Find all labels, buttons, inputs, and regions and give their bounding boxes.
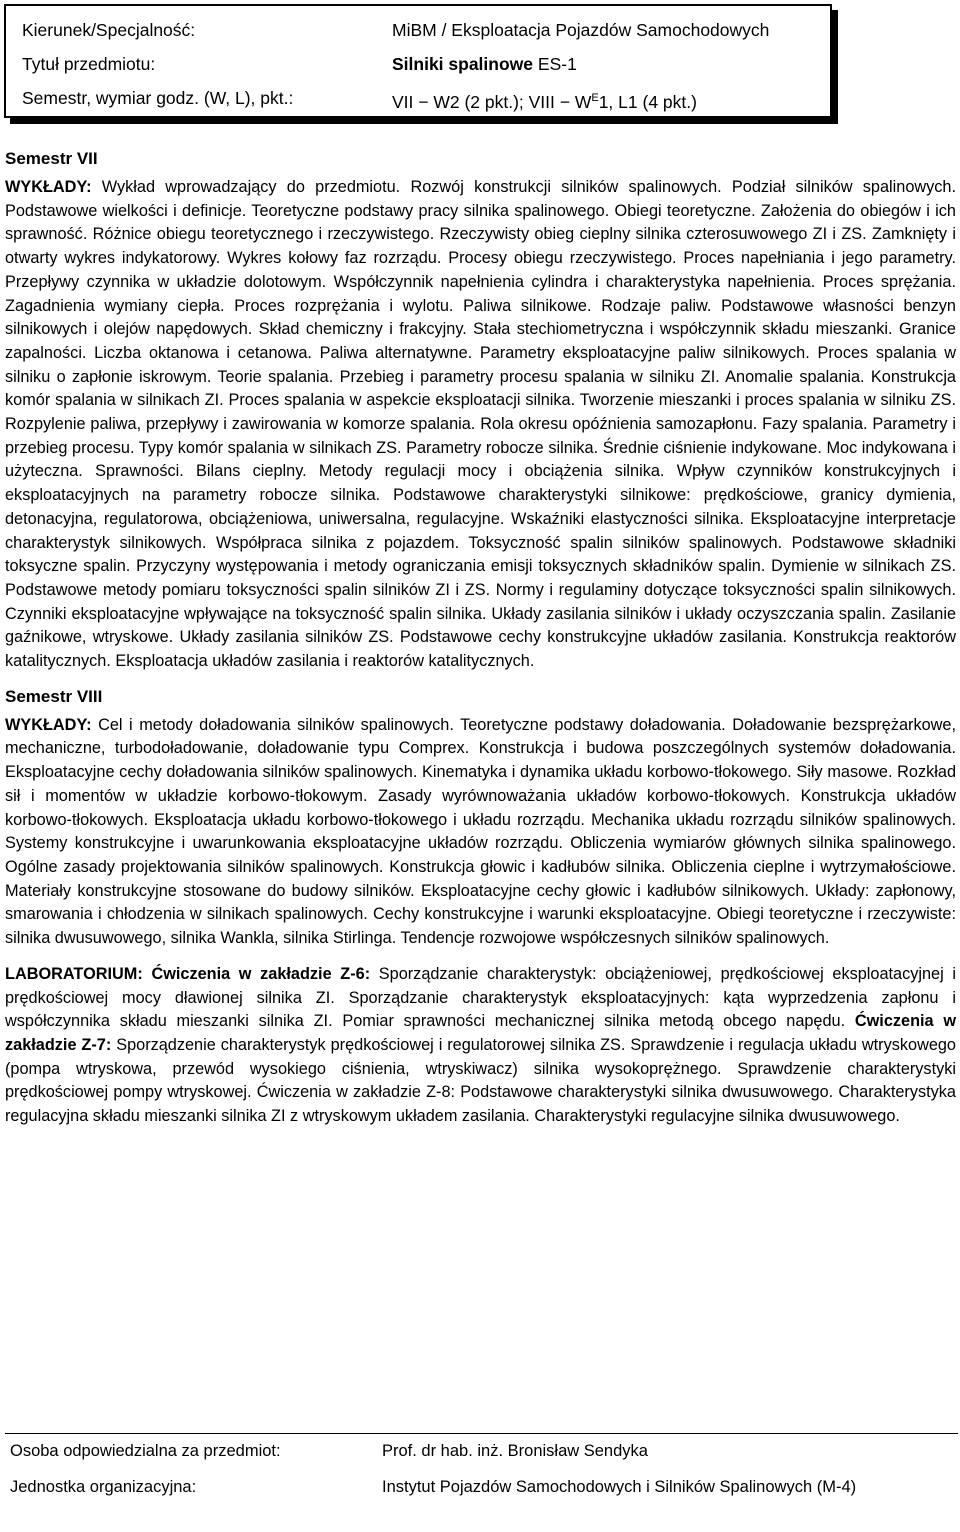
- semester7-heading: Semestr VII: [5, 149, 98, 168]
- semester7-lecture-label: WYKŁADY:: [5, 178, 92, 196]
- semester-value-part1: VII − W2 (2 pkt.); VIII − W: [392, 92, 592, 112]
- syllabus-content: [5, 148, 956, 1141]
- title-label: Tytuł przedmiotu:: [22, 54, 156, 74]
- semester8-lecture-text: Cel i metody doładowania silników spalinowych. Teoretyczne podstawy doładowania. Doładowanie bezsprężarkowe, mechaniczne, turbodoładowanie, doładowanie typu Comprex. Konstrukcja i budowa poszczególnych systemów doładowania. Eksploatacyjne cechy doładowania silników spalinowych. Kinematyka i dynamika układu korbowo-tłokowego. Siły masowe. Rozkład sił i momentów w układzie korbowo-tłokowym. Zasady wyrównoważania układów korbowo-tłokowych. Konstrukcja układów korbowo-tłokowych. Eksploatacja układu korbowo-tłokowego i układu rozrządu. Mechanika układu rozrządu silników spalinowych. Systemy konstrukcyjne i uwarunkowania eksploatacyjne układów rozrządu. Obliczenia wymiarów głównych silnika spalinowego. Ogólne zasady projektowania silników spalinowych. Konstrukcja głowic i kadłubów silnika. Obliczenia cieplne i wytrzymałościowe. Materiały konstrukcyjne stosowane do budowy silników. Eksploatacyjne cechy głowic i kadłubów silnikowych. Układy: zapłonowy, smarowania i chłodzenia w silnikach spalinowych. Cechy konstrukcyjne i warunki eksploatacyjne. Obiegi teoretyczne i rzeczywiste: silnika dwusuwowego, silnika Wankla, silnika Stirlinga. Tendencje rozwojowe współczesnych silników spalinowych.: [5, 715, 956, 948]
- semester-value-sup: E: [591, 92, 599, 104]
- semester8-heading: Semestr VIII: [5, 686, 103, 706]
- footer-row-unit: [10, 1476, 950, 1512]
- header-row-title: [22, 52, 820, 76]
- unit-label: Jednostka organizacyjna:: [10, 1478, 197, 1496]
- course-header-box: [4, 4, 832, 118]
- lab-z7-label: Ćwiczenia w zakładzie Z-7:: [5, 1012, 956, 1054]
- responsible-value: Prof. dr hab. inż. Bronisław Sendyka: [382, 1442, 648, 1460]
- semester-value-part2: 1, L1 (4 pkt.): [598, 92, 697, 112]
- field-value: MiBM / Eksploatacja Pojazdów Samochodowych: [392, 20, 770, 40]
- title-value-name: Silniki spalinowe: [392, 54, 534, 74]
- lab-z6-text: Sporządzanie charakterystyk: obciążeniowej, prędkościowej eksploatacyjnej i prędkościowej mocy dławionej silnika ZI. Sporządzanie charakterystyk eksploatacyjnych: kąta wyprzedzenia zapłonu i współczynnika składu mieszanki silnika ZI. Pomiar sprawności mechanicznej silnika metodą obcego napędu.: [5, 964, 956, 1031]
- responsible-label: Osoba odpowiedzialna za przedmiot:: [10, 1442, 281, 1460]
- lab-label: LABORATORIUM:: [5, 964, 143, 983]
- lab-z6-label: Ćwiczenia w zakładzie Z-6:: [151, 964, 371, 983]
- unit-value: Instytut Pojazdów Samochodowych i Silników Spalinowych (M-4): [382, 1478, 857, 1496]
- footer-row-responsible: [10, 1440, 950, 1476]
- semester7-lecture-text: Wykład wprowadzający do przedmiotu. Rozwój konstrukcji silników spalinowych. Podział silników spalinowych. Podstawowe wielkości i definicje. Teoretyczne podstawy pracy silnika spalinowego. Obiegi teoretyczne. Założenia do obiegów i ich sprawność. Różnice obiegu teoretycznego i rzeczywistego. Rzeczywisty obieg cieplny silnika czterosuwowego ZI i ZS. Zamknięty i otwarty wykres indykatorowy. Wykres kołowy faz rozrządu. Procesy obiegu rzeczywistego. Proces napełniania i jego parametry. Przepływy czynnika w układzie dolotowym. Współczynnik napełnienia cylindra i charakterystyka napełnienia. Proces sprężania. Zagadnienia wymiany ciepła. Proces rozprężania i wylotu. Paliwa silnikowe. Rodzaje paliw. Podstawowe własności benzyn silnikowych i olejów napędowych. Skład chemiczny i frakcyjny. Stała stechiometryczna i współczynnik składu mieszanki. Granice zapalności. Liczba oktanowa i cetanowa. Paliwa alternatywne. Parametry eksploatacyjne paliw silnikowych. Proces spalania w silniku o zapłonie iskrowym. Teorie spalania. Przebieg i parametry procesu spalania w silniku ZI. Anomalie spalania. Konstrukcja komór spalania w silnikach ZI. Proces spalania w aspekcie eksploatacji silnika. Tworzenie mieszanki i proces spalania w silniku ZS. Rozpylenie paliwa, przepływy i zawirowania w komorze spalania. Rola okresu opóźnienia samozapłonu. Fazy spalania. Parametry i przebieg procesu. Typy komór spalania w silnikach ZS. Parametry robocze silnika. Średnie ciśnienie indykowane. Moc indykowana i użyteczna. Sprawności. Bilans cieplny. Metody regulacji mocy i obciążenia silnika. Wpływ czynników konstrukcyjnych i eksploatacyjnych na parametry robocze silnika. Podstawowe charakterystyki silnikowe: prędkościowe, granicy dymienia, detonacyjna, regulatorowa, obciążeniowa, uniwersalna, regulacyjne. Wskaźniki elastyczności silnika. Eksploatacyjne interpretacje charakterystyk silnikowych. Współpraca silnika z pojazdem. Toksyczność spalin silników spalinowych. Podstawowe składniki toksyczne spalin. Przyczyny występowania i metody ograniczania emisji toksycznych składników spalin. Dymienie w silnikach ZS. Podstawowe metody pomiaru toksyczności spalin silników ZI i ZS. Normy i regulaminy dotyczące toksyczności spalin silnikowych. Czynniki eksploatacyjne wpływające na toksyczność spalin silnika. Układy zasilania silników i układy oczyszczania spalin. Zasilanie gaźnikowe, wtryskowe. Układy zasilania silników ZS. Podstawowe cechy konstrukcyjne układów zasilania. Konstrukcja reaktorów katalitycznych. Eksploatacja układów zasilania i reaktorów katalitycznych.: [5, 178, 956, 671]
- semester-value: [392, 86, 697, 114]
- semester8-laboratory: [5, 963, 956, 1129]
- lab-z7-text: Sporządzenie charakterystyk prędkościowej i regulatorowej silnika ZS. Sprawdzenie i regulacja układu wtryskowego (pompa wtryskowa, przewód wysokiego ciśnienia, wtryskiwacz) silnika wysokoprężnego. Sprawdzenie charakterystyki prędkościowej pompy wtryskowej. Ćwiczenia w zakładzie Z-8: Podstawowe charakterystyki silnika dwusuwowego. Charakterystyka regulacyjna składu mieszanki silnika ZI z wtryskowym układem zasilania. Charakterystyki regulacyjne silnika dwusuwowego.: [5, 1035, 956, 1126]
- semester7-lectures: [5, 176, 956, 674]
- semester8-lectures: [5, 714, 956, 951]
- semester8-lecture-label: WYKŁADY:: [5, 715, 92, 734]
- footer: [10, 1440, 950, 1512]
- header-row-field: [22, 18, 820, 42]
- semester-label: Semestr, wymiar godz. (W, L), pkt.:: [22, 88, 294, 108]
- footer-divider: [5, 1433, 958, 1434]
- field-label: Kierunek/Specjalność:: [22, 20, 196, 40]
- title-value: [392, 52, 577, 76]
- title-value-code: ES-1: [537, 54, 577, 74]
- header-row-semester: [22, 86, 820, 110]
